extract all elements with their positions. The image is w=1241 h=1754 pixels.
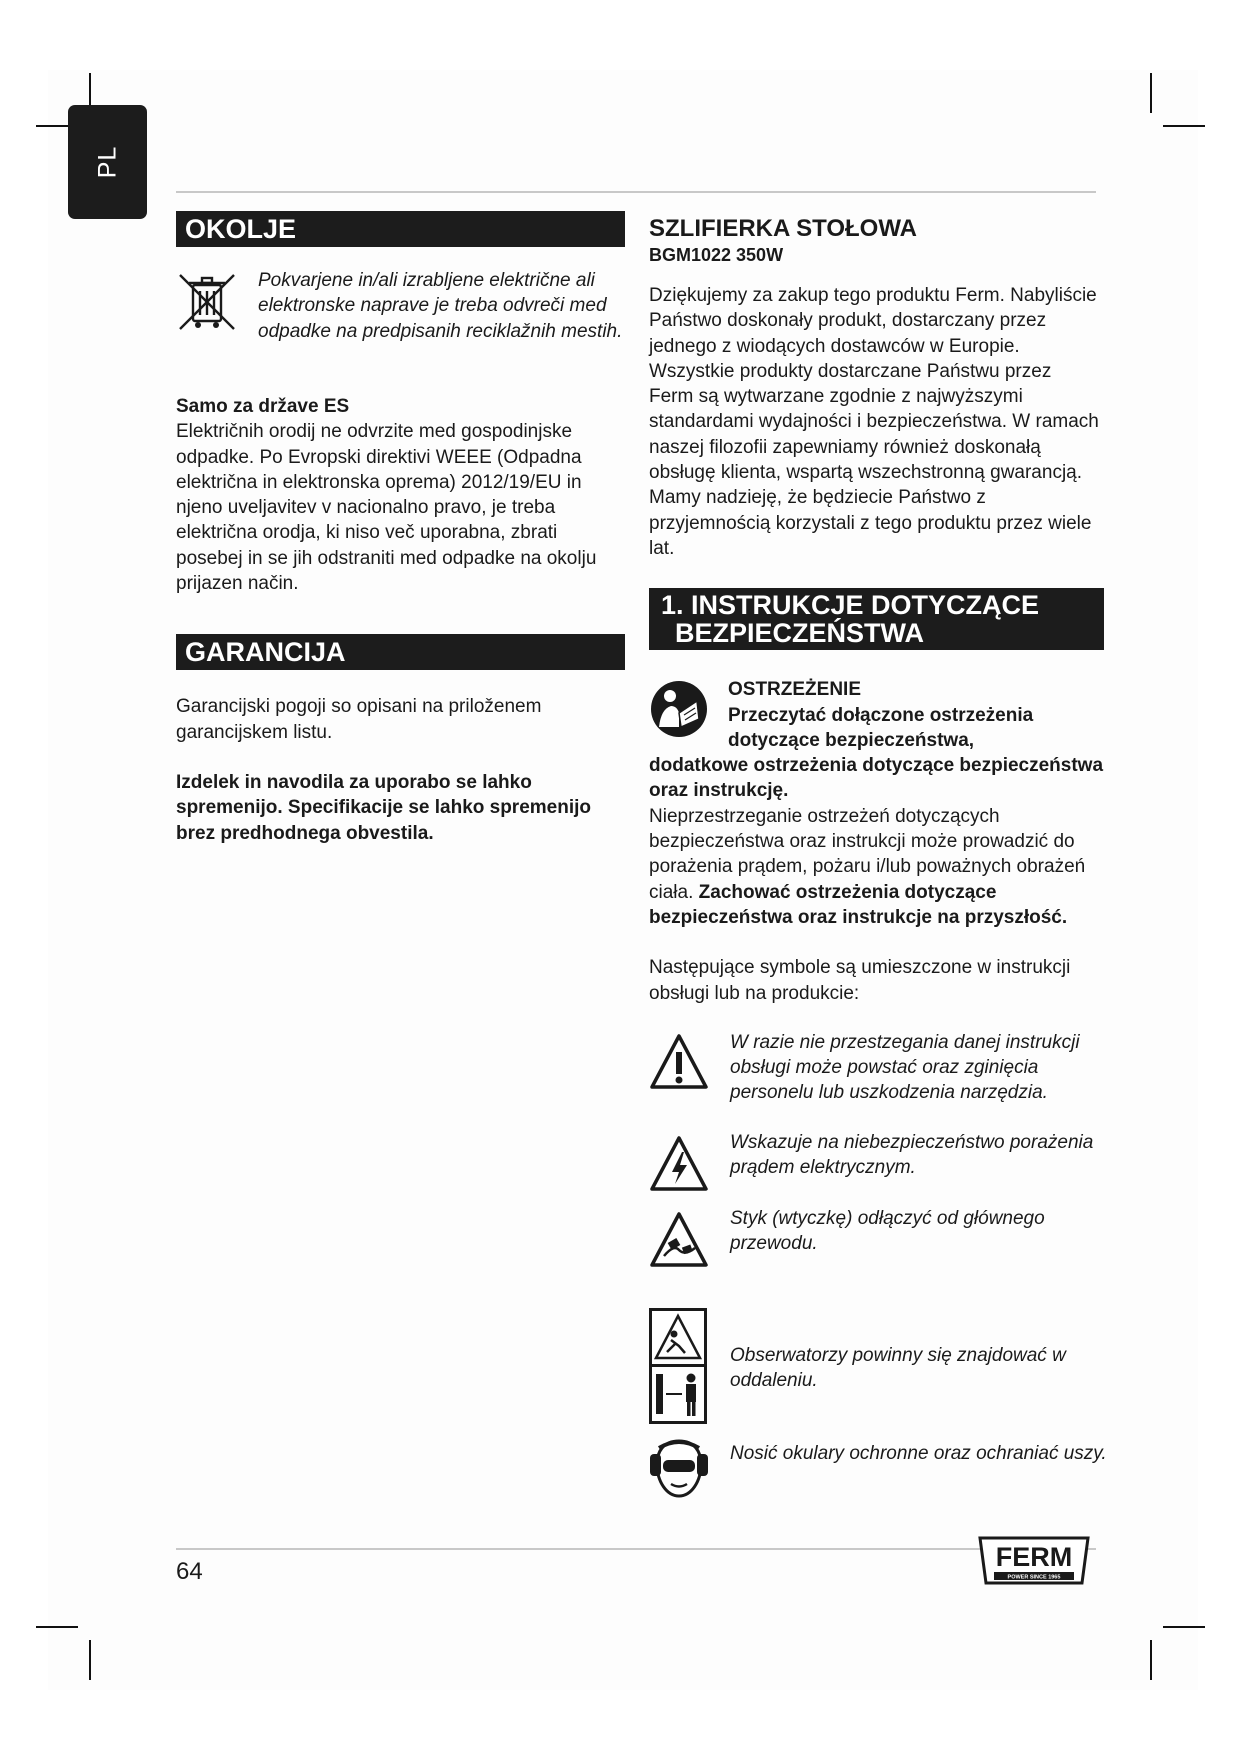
unplug-icon: [649, 1210, 709, 1270]
language-tab-label: PL: [93, 145, 121, 179]
symbol-text-warning: W razie nie przestzegania danej instrukcji obsługi może powstać oraz zginięcia personelu lub uszkodzenia narzędzia.: [730, 1031, 1080, 1104]
top-divider: [176, 191, 1096, 193]
crop-mark-top-right-h: [1163, 125, 1205, 127]
safety-heading-line1: 1. INSTRUKCJE DOTYCZĄCE: [661, 590, 1040, 621]
warning-bold-3: dodatkowe ostrzeżenia dotyczące bezpieczeństwa oraz instrukcję.: [649, 755, 1104, 802]
product-model: BGM1022 350W: [649, 245, 784, 265]
intro-text: Dziękujemy za zakup tego produktu Ferm. Nabyliście Państwo doskonały produkt, dostarczany przez jednego z wiodących dostawców w Europie. Wszystkie produkty dostarczane Państwu przez Ferm są wytwarzane zgodnie z najwyższymi standardami wydajności i bezpieczeństwa. W ramach naszej filozofii zapewniamy również doskonałą obsługę klienta, wspartą wszechstronną gwarancją. Mamy nadzieję, że będziecie Państwo z przyjemnością korzystali z tego produktu przez wiele lat.: [649, 285, 1099, 559]
crossed-bin-icon: [176, 271, 238, 333]
garancija-bold-text: Izdelek in navodila za uporabo se lahko spremenijo. Specifikacije se lahko spremenijo brez predhodnega obvestila.: [176, 771, 592, 844]
symbol-row-unplug: [649, 1206, 1108, 1308]
general-warning-icon: [649, 1032, 709, 1092]
warning-body: [649, 804, 1108, 930]
warning-block: [649, 677, 1108, 930]
page-number: 64: [176, 1558, 203, 1585]
ferm-logo-text: FERM: [995, 1542, 1073, 1572]
eye-ear-protection-icon: [649, 1438, 709, 1500]
warning-bold-1: Przeczytać dołączone ostrzeżenia: [728, 704, 1034, 726]
ferm-logo-tagline: POWER SINCE 1965: [1007, 1574, 1061, 1581]
safety-heading-line2: BEZPIECZEŃSTWA: [675, 618, 925, 649]
eu-text: Električnih orodij ne odvrzite med gospodinjske odpadke. Po Evropski direktivi WEEE (Odpadna električna in elektronska oprema) 2012/19/EU in njeno uveljavitev v nacionalno pravo, je treba električna orodja, ki niso več uporabna, zbrati posebej in se jih odstraniti med odpadke na okolju prijazen način.: [176, 421, 597, 595]
language-tab: [68, 105, 147, 219]
symbol-row-bystanders: [649, 1308, 1108, 1426]
weee-block: [176, 268, 625, 379]
right-column: [649, 214, 1108, 1508]
ferm-logo: [978, 1536, 1090, 1586]
crop-mark-bottom-left-v: [89, 1640, 91, 1680]
electric-shock-icon: [649, 1134, 709, 1194]
crop-mark-bottom-right-h: [1163, 1626, 1205, 1628]
symbol-row-electric: [649, 1130, 1108, 1206]
read-manual-icon: [649, 679, 709, 739]
warning-bold-end: Zachować ostrzeżenia dotyczące bezpieczeństwa oraz instrukcje na przyszłość.: [649, 881, 1068, 928]
bystanders-distance-icon: [649, 1308, 707, 1424]
symbol-text-unplug: Styk (wtyczkę) odłączyć od głównego przewodu.: [730, 1207, 1045, 1255]
symbol-row-protection: [649, 1438, 1108, 1508]
symbol-text-electric: Wskazuje na niebezpieczeństwo porażenia prądem elektrycznym.: [730, 1131, 1094, 1179]
crop-mark-bottom-left-h: [36, 1626, 78, 1628]
warning-normal-text: Nieprzestrzeganie ostrzeżeń dotyczących bezpieczeństwa oraz instrukcji może prowadzić do porażenia prądem, pożaru i/lub poważnych obrażeń ciała.: [649, 805, 1086, 903]
product-title: SZLIFIERKA STOŁOWA: [649, 215, 917, 242]
okolje-heading: OKOLJE: [176, 211, 625, 247]
symbol-text-protection: Nosić okulary ochronne oraz ochraniać uszy.: [730, 1442, 1107, 1464]
crop-mark-top-right-v: [1150, 73, 1152, 113]
warning-label: OSTRZEŻENIE: [728, 679, 862, 701]
weee-text: Pokvarjene in/ali izrabljene električne ali elektronske naprave je treba odvreči med odpadke na predpisanih reciklažnih mestih.: [258, 270, 623, 342]
garancija-text: Garancijski pogoji so opisani na priloženem garancijskem listu.: [176, 696, 542, 743]
symbol-row-warning: [649, 1030, 1108, 1130]
crop-mark-bottom-right-v: [1150, 1640, 1152, 1680]
garancija-heading: GARANCIJA: [176, 634, 625, 670]
symbol-text-bystanders: Obserwatorzy powinny się znajdować w oddaleniu.: [730, 1344, 1066, 1392]
left-column: [176, 211, 625, 846]
warning-bold-2: dotyczące bezpieczeństwa,: [728, 729, 975, 751]
symbols-intro: Następujące symbole są umieszczone w instrukcji obsługi lub na produkcie:: [649, 957, 1071, 1004]
eu-title: Samo za države ES: [176, 396, 350, 417]
bottom-divider: [176, 1548, 1096, 1550]
safety-section-heading: [649, 588, 1104, 650]
